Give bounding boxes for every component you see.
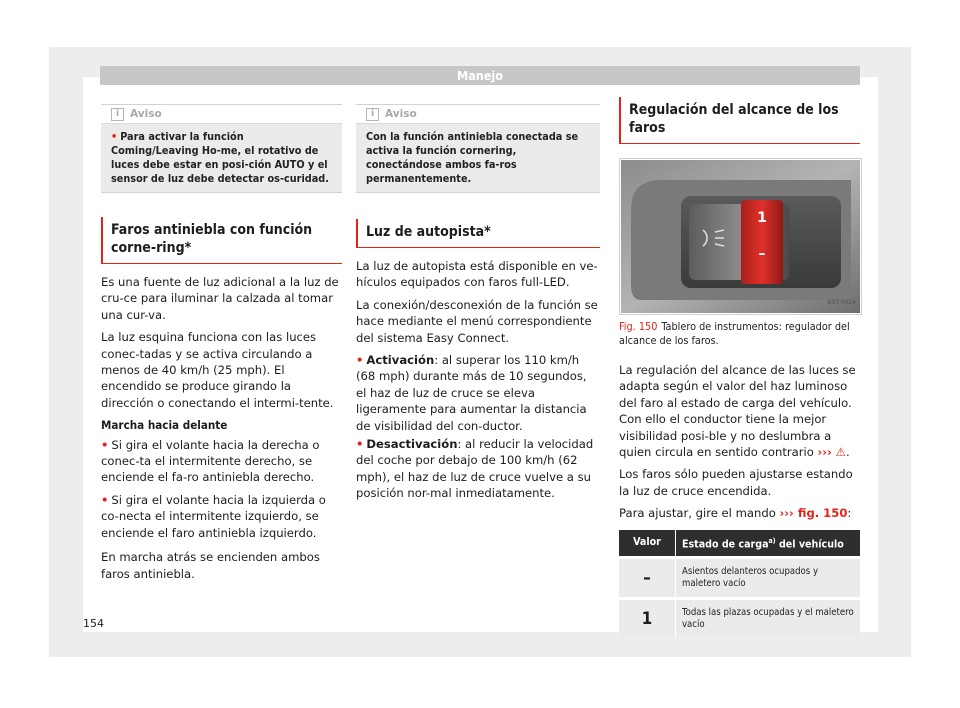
aviso-body: [101, 124, 342, 192]
cross-ref-arrows[interactable]: ›››: [817, 445, 832, 460]
table-row: [619, 598, 860, 638]
table-cell-estado: Asientos delanteros ocupados y maletero vacío: [676, 557, 861, 598]
figure-link[interactable]: ››› fig. 150: [779, 506, 848, 521]
aviso-label: Aviso: [385, 108, 417, 120]
paragraph: Es una fuente de luz adicional a la luz de cru-ce para iluminar la calzada al tomar una cur-va.: [101, 275, 339, 322]
bullet-icon: •: [101, 437, 109, 452]
bullet-icon: •: [111, 130, 118, 143]
aviso-text: Para activar la función Coming/Leaving Ho-me, el rotativo de luces debe estar en posi-ción AUTO y el sensor de luz debe detectar os-curidad.: [111, 130, 329, 185]
paragraph: La conexión/desconexión de la función se hace mediante el menú correspondiente del sistema Easy Connect.: [356, 297, 598, 345]
aviso-box: [356, 104, 600, 193]
column-1: [101, 104, 342, 588]
table-header-row: [619, 530, 860, 558]
figure-code: B5T-0024: [827, 298, 856, 306]
figure-image: [621, 160, 860, 313]
section-title: Faros antiniebla con función corne-ring*: [101, 217, 342, 264]
figure-ref: Fig. 150: [619, 320, 658, 333]
paragraph: La regulación del alcance de las luces se adapta según el valor del haz luminoso del faro al estado de carga del vehículo. Con ello el conductor tiene la mejor visibilidad posi-ble y no deslumbra a quien circula en sentido contrario ››› ⚠.: [619, 363, 856, 460]
paragraph: Los faros sólo pueden ajustarse estando la luz de cruce encendida.: [619, 467, 853, 498]
aviso-header: [356, 105, 600, 124]
table-cell-estado: Todas las plazas ocupadas y el maletero vacío: [676, 598, 861, 638]
table-row: [619, 557, 860, 598]
column-header-valor: Valor: [619, 530, 676, 558]
subheading: Marcha hacia delante: [101, 418, 228, 433]
aviso-box: [101, 104, 342, 193]
warning-icon: ⚠: [835, 445, 846, 460]
chapter-header: Manejo: [100, 66, 860, 85]
paragraph: Para ajustar, gire el mando ››› fig. 150:: [619, 506, 852, 521]
section-title: Luz de autopista*: [356, 219, 600, 248]
figure-headlight-regulator: [619, 158, 862, 315]
section-title: Regulación del alcance de los faros: [619, 97, 860, 144]
dial-mark-minus: –: [758, 246, 766, 262]
paragraph: La luz esquina funciona con las luces conec-tadas y se activa circulando a menos de 40 km/h (25 mph). El encendido se produce girando la dirección o conectando el intermi-tente.: [101, 330, 334, 410]
aviso-label: Aviso: [130, 108, 162, 120]
table-cell-valor: 1: [619, 598, 676, 638]
column-2: [356, 104, 600, 508]
paragraph: La luz de autopista está disponible en ve-hículos equipados con faros full-LED.: [356, 259, 598, 290]
bullet-icon: •: [101, 492, 109, 507]
info-icon: i: [111, 108, 124, 121]
headlight-dial-illustration: [621, 160, 860, 313]
table-cell-valor: –: [619, 557, 676, 598]
bullet-item: • Activación: al superar los 110 km/h (68 mph) durante más de 10 segundos, el haz de luz de cruce se eleva ligeramente para aumentar la distancia de visibilidad del con-ductor.: [356, 353, 587, 433]
aviso-header: [101, 105, 342, 124]
load-state-table: [619, 530, 860, 638]
bullet-item: • Desactivación: al reducir la velocidad del coche por debajo de 100 km/h (62 mph), el haz de luz de cruce vuelve a su posición nor-mal inmediatamente.: [356, 437, 594, 501]
bullet-icon: •: [356, 437, 364, 452]
bullet-item: • Si gira el volante hacia la derecha o conec-ta el intermitente derecho, se enciende el fa-ro antiniebla derecho.: [101, 437, 320, 485]
dial-mark-1: 1: [757, 210, 767, 226]
info-icon: i: [366, 108, 379, 121]
bullet-icon: •: [356, 353, 364, 368]
aviso-body: Con la función antiniebla conectada se activa la función cornering, conectándose ambos fa-ros permanentemente.: [366, 130, 579, 185]
bullet-item: • Si gira el volante hacia la izquierda o co-necta el intermitente izquierdo, se enciende el faro antiniebla izquierdo.: [101, 492, 326, 540]
paragraph: En marcha atrás se encienden ambos faros antiniebla.: [101, 550, 320, 581]
column-header-estado: Estado de carga$^{a)}$ del vehículo: [676, 530, 861, 558]
figure-caption: Fig. 150 Tablero de instrumentos: regulador del alcance de los faros.: [619, 320, 850, 347]
page-number: 154: [83, 617, 104, 630]
column-3: [619, 97, 860, 638]
